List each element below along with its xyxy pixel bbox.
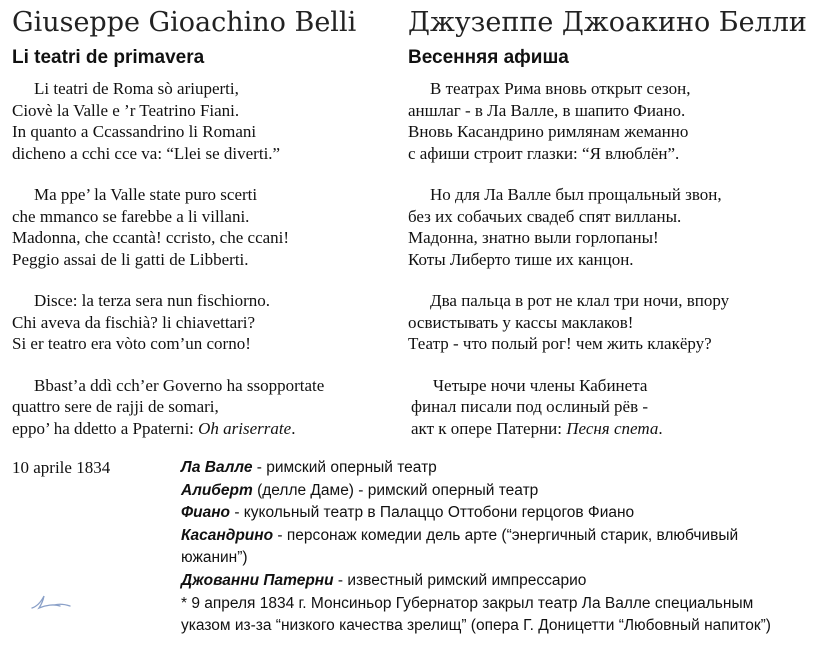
- verse-line: Peggio assai de li gatti de Libberti.: [12, 249, 249, 269]
- note-term: Касандрино: [181, 526, 274, 544]
- note-term: Алиберт: [181, 481, 253, 499]
- note-text: - персонаж комедии дель арте (“энергичный старик, влюбчивый южанин”): [181, 526, 739, 567]
- poem-title-italian: Li teatri de primavera: [12, 47, 205, 68]
- stanza-2-russian: [408, 184, 808, 270]
- stanza-4-italian: [12, 375, 392, 440]
- note-item: [181, 457, 806, 480]
- verse-line: Chi aveva da fischià? li chiavettari?: [12, 312, 256, 332]
- verse-line: Театр - что полый рог! чем жить клакёру?: [408, 334, 712, 353]
- verse-line: Disce: la terza sera nun fischiorno.: [34, 291, 271, 310]
- note-text: - кукольный театр в Палаццо Оттобони герцогов Фиано: [230, 504, 635, 522]
- verse-line: quattro sere de rajji de somari,: [12, 397, 219, 416]
- note-item: [181, 570, 806, 593]
- author-name-russian: Джузеппе Джоакино Белли: [408, 7, 807, 38]
- stanza-3-italian: [12, 290, 392, 355]
- verse-line: Коты Либерто тише их канцон.: [408, 249, 634, 269]
- note-text: * 9 апреля 1834 г. Монсиньор Губернатор закрыл театр Ла Валле специальным указом из-за “низкого качества зрелищ” (опера Г. Доницетти “Любовный напиток”): [181, 594, 771, 635]
- verse-line: Вновь Касандрино римлянам жеманно: [408, 122, 689, 141]
- note-item: [181, 525, 806, 570]
- verse-punctuation: .: [658, 418, 663, 438]
- translation-column: [408, 0, 808, 439]
- stanza-4-russian: [408, 375, 808, 440]
- verse-line: финал писали под ослиный рёв -: [411, 397, 649, 416]
- verse-line: В театрах Рима вновь открыт сезон,: [430, 79, 691, 98]
- verse-line: освистывать у кассы маклаков!: [408, 312, 634, 332]
- note-term: Фиано: [181, 504, 231, 522]
- verse-line: Li teatri de Roma sò ariuperti,: [34, 79, 239, 98]
- poem-title-russian: Весенняя афиша: [408, 47, 569, 68]
- note-text: - римский оперный театр: [252, 459, 437, 476]
- verse-line: Ciovè la Valle e ’r Teatrino Fiani.: [12, 100, 240, 120]
- note-item: [181, 480, 806, 503]
- note-item: [181, 502, 806, 525]
- verse-emphasis: Oh ariserrate: [198, 418, 292, 438]
- note-item: [181, 593, 806, 638]
- verse-line: In quanto a Ccassandrino li Romani: [12, 122, 257, 141]
- original-column: [12, 0, 392, 439]
- verse-emphasis: Песня спета: [566, 418, 659, 438]
- verse-line: che mmanco se farebbe a li villani.: [12, 206, 250, 226]
- pen-scribble-mark: [30, 592, 74, 616]
- verse-line: с афиши строит глазки: “Я влюблён”.: [408, 143, 680, 163]
- note-term: Джованни Патерни: [181, 571, 334, 589]
- verse-line: без их собачьих свадеб спят вилланы.: [408, 206, 682, 226]
- verse-line: Но для Ла Валле был прощальный звон,: [430, 185, 722, 204]
- verse-line: dicheno a cchi cce va: “Llei se diverti.”: [12, 143, 281, 163]
- verse-line: [12, 418, 392, 440]
- verse-text: eppo’ ha ddetto a Ppaterni:: [12, 418, 199, 438]
- stanza-1-russian: [408, 78, 808, 164]
- verse-line: Четыре ночи члены Кабинета: [433, 375, 648, 395]
- verse-line: Два пальца в рот не клал три ночи, впору: [430, 291, 730, 310]
- author-name-italian: Giuseppe Gioachino Belli: [12, 7, 357, 38]
- verse-line: [408, 418, 808, 440]
- note-term: Ла Валле: [181, 459, 253, 476]
- verse-line: Мадонна, знатно выли горлопаны!: [408, 228, 659, 247]
- stanza-2-italian: [12, 184, 392, 270]
- verse-line: аншлаг - в Ла Валле, в шапито Фиано.: [408, 100, 686, 120]
- glossary-notes: [181, 457, 806, 638]
- stanza-3-russian: [408, 290, 808, 355]
- verse-line: Bbast’a ddì cch’er Governo ha ssopportate: [34, 375, 325, 395]
- verse-line: Madonna, che ccantà! ccristo, che ccani!: [12, 228, 290, 247]
- verse-text: акт к опере Патерни:: [411, 418, 567, 438]
- note-text: - известный римский импрессарио: [333, 571, 587, 589]
- verse-line: Si er teatro era vòto com’un corno!: [12, 334, 251, 353]
- note-text: (делле Даме) - римский оперный театр: [252, 481, 539, 499]
- poem-date: 10 aprile 1834: [12, 458, 111, 477]
- verse-line: Ma ppe’ la Valle state puro scerti: [34, 185, 258, 204]
- verse-punctuation: .: [291, 418, 296, 438]
- stanza-1-italian: [12, 78, 392, 164]
